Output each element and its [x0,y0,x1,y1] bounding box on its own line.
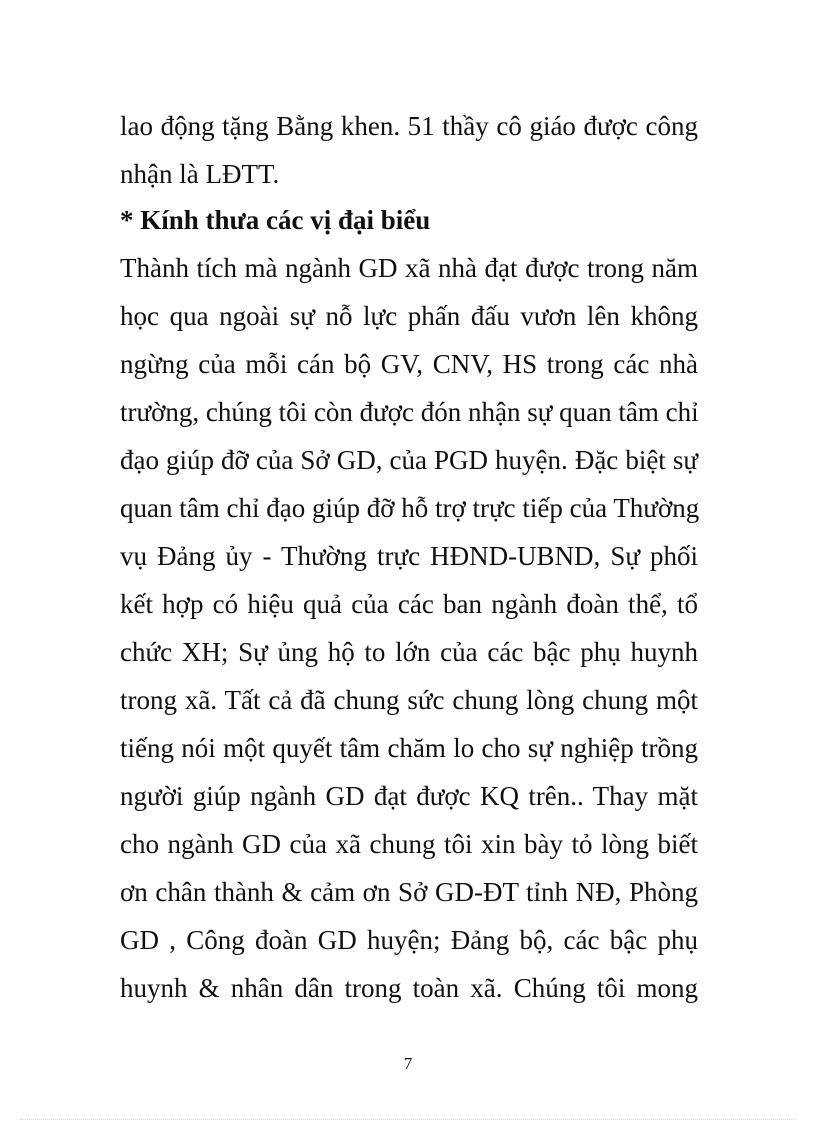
text-line: vụ Đảng ủy - Thường trực HĐND-UBND, Sự phối [120,541,698,571]
paragraph-intro [120,102,698,198]
text-line: chức XH; Sự ủng hộ to lớn của các bậc phụ huynh [120,637,698,667]
text-line: lao động tặng Bằng khen. 51 thầy cô giáo được công [120,111,698,141]
section-heading: * Kính thưa các vị đại biểu [120,205,431,235]
text-line: huynh & nhân dân trong toàn xã. Chúng tôi mong [120,973,698,1003]
text-line: kết hợp có hiệu quả của các ban ngành đoàn thể, tổ [120,589,698,619]
text-line: nhận là LĐTT. [120,159,280,189]
text-line: GD , Công đoàn GD huyện; Đảng bộ, các bậc phụ [120,925,698,955]
text-line: trường, chúng tôi còn được đón nhận sự quan tâm chỉ [120,397,699,427]
text-line: đạo giúp đỡ của Sở GD, của PGD huyện. Đặc biệt sự [120,445,698,475]
text-line: học qua ngoài sự nỗ lực phấn đấu vươn lên không [120,301,698,331]
text-line: quan tâm chỉ đạo giúp đỡ hỗ trợ trực tiếp của Thường [120,493,700,523]
page-number: 7 [403,1054,413,1073]
text-line: ơn chân thành & cảm ơn Sở GD-ĐT tỉnh NĐ, Phòng [120,877,698,907]
text-line: người giúp ngành GD đạt được KQ trên.. Thay mặt [120,781,698,811]
section-heading-block [120,196,698,244]
text-line: trong xã. Tất cả đã chung sức chung lòng chung một [120,685,698,715]
page-divider [20,1119,796,1120]
text-line: Thành tích mà ngành GD xã nhà đạt được trong năm [120,253,698,283]
text-line: cho ngành GD của xã chung tôi xin bày tỏ lòng biết [120,829,698,859]
text-line: tiếng nói một quyết tâm chăm lo cho sự nghiệp trồng [120,733,698,763]
text-line: ngừng của mỗi cán bộ GV, CNV, HS trong các nhà [120,349,698,379]
paragraph-body [120,244,698,1012]
